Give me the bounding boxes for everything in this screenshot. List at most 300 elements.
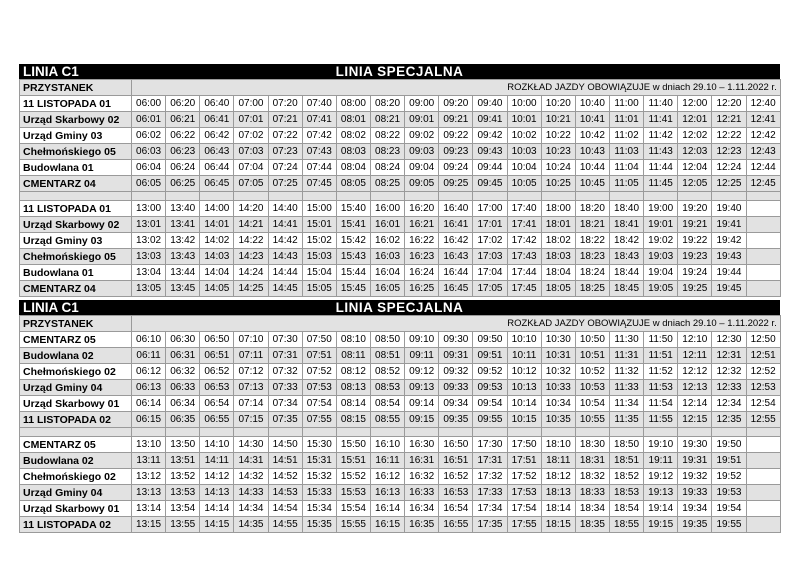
departure-time: 06:05 (132, 176, 166, 192)
stop-name: CMENTARZ 04 (20, 281, 132, 297)
departure-time: 18:20 (575, 201, 609, 217)
departure-time: 13:13 (132, 485, 166, 501)
departure-time: 19:03 (644, 249, 678, 265)
departure-time: 17:03 (473, 249, 507, 265)
departure-time: 09:45 (473, 176, 507, 192)
departure-time: 07:55 (302, 412, 336, 428)
departure-time: 16:02 (370, 233, 404, 249)
departure-time: 15:31 (302, 453, 336, 469)
departure-time: 15:30 (302, 437, 336, 453)
departure-time: 15:55 (336, 517, 370, 533)
departure-time (746, 233, 780, 249)
departure-time: 14:14 (200, 501, 234, 517)
departure-time: 12:02 (678, 128, 712, 144)
table-row (20, 380, 781, 396)
departure-time: 06:00 (132, 96, 166, 112)
departure-time: 18:50 (609, 437, 643, 453)
separator-cell (473, 428, 507, 437)
departure-time: 07:15 (234, 412, 268, 428)
departure-time: 14:15 (200, 517, 234, 533)
departure-time: 18:12 (541, 469, 575, 485)
departure-time: 14:02 (200, 233, 234, 249)
departure-time: 12:51 (746, 348, 780, 364)
departure-time: 14:32 (234, 469, 268, 485)
departure-time: 07:50 (302, 332, 336, 348)
departure-time: 19:45 (712, 281, 746, 297)
departure-time: 18:43 (609, 249, 643, 265)
departure-time: 07:40 (302, 96, 336, 112)
departure-time: 15:00 (302, 201, 336, 217)
line-title: LINIA SPECJALNA (335, 300, 464, 315)
departure-time: 15:51 (336, 453, 370, 469)
departure-time: 06:10 (132, 332, 166, 348)
departure-time: 18:35 (575, 517, 609, 533)
departure-time: 12:25 (712, 176, 746, 192)
departure-time: 07:10 (234, 332, 268, 348)
departure-time: 07:20 (268, 96, 302, 112)
departure-time: 13:11 (132, 453, 166, 469)
departure-time: 17:01 (473, 217, 507, 233)
departure-time: 10:12 (507, 364, 541, 380)
table-row (20, 128, 781, 144)
departure-time: 17:05 (473, 281, 507, 297)
departure-time: 09:54 (473, 396, 507, 412)
departure-time: 16:33 (405, 485, 439, 501)
departure-time: 10:34 (541, 396, 575, 412)
departure-time: 07:43 (302, 144, 336, 160)
departure-time: 14:55 (268, 517, 302, 533)
line-name: LINIA C1 (23, 300, 79, 315)
departure-time: 16:31 (405, 453, 439, 469)
departure-time: 14:21 (234, 217, 268, 233)
departure-time: 16:52 (439, 469, 473, 485)
departure-time: 10:52 (575, 364, 609, 380)
departure-time: 11:41 (644, 112, 678, 128)
departure-time: 10:32 (541, 364, 575, 380)
departure-time: 14:23 (234, 249, 268, 265)
departure-time: 12:53 (746, 380, 780, 396)
departure-time: 12:52 (746, 364, 780, 380)
departure-time: 18:03 (541, 249, 575, 265)
departure-time: 16:10 (370, 437, 404, 453)
departure-time: 15:52 (336, 469, 370, 485)
departure-time: 13:03 (132, 249, 166, 265)
departure-time: 18:04 (541, 265, 575, 281)
departure-time: 10:04 (507, 160, 541, 176)
departure-time: 15:02 (302, 233, 336, 249)
departure-time: 11:01 (609, 112, 643, 128)
departure-time: 11:40 (644, 96, 678, 112)
departure-time: 17:53 (507, 485, 541, 501)
departure-time: 09:31 (439, 348, 473, 364)
departure-time: 12:31 (712, 348, 746, 364)
departure-time: 11:02 (609, 128, 643, 144)
departure-time (746, 265, 780, 281)
stop-name: Urząd Skarbowy 01 (20, 501, 132, 517)
departure-time: 08:54 (370, 396, 404, 412)
departure-time: 16:55 (439, 517, 473, 533)
departure-time: 12:10 (678, 332, 712, 348)
departure-time: 16:03 (370, 249, 404, 265)
departure-time: 06:51 (200, 348, 234, 364)
departure-time: 18:45 (609, 281, 643, 297)
departure-time: 10:21 (541, 112, 575, 128)
departure-time: 06:01 (132, 112, 166, 128)
departure-time: 07:12 (234, 364, 268, 380)
departure-time: 13:52 (166, 469, 200, 485)
departure-time: 16:45 (439, 281, 473, 297)
table-row (20, 265, 781, 281)
departure-time (746, 249, 780, 265)
departure-time: 12:34 (712, 396, 746, 412)
departure-time: 18:32 (575, 469, 609, 485)
departure-time: 11:33 (609, 380, 643, 396)
departure-time: 07:25 (268, 176, 302, 192)
table-row (20, 112, 781, 128)
stop-name: Urząd Gminy 04 (20, 485, 132, 501)
departure-time: 15:04 (302, 265, 336, 281)
departure-time: 16:00 (370, 201, 404, 217)
departure-time: 19:21 (678, 217, 712, 233)
departure-time: 19:20 (678, 201, 712, 217)
departure-time (746, 281, 780, 297)
departure-time: 18:02 (541, 233, 575, 249)
departure-time: 17:40 (507, 201, 541, 217)
departure-time: 11:00 (609, 96, 643, 112)
departure-time: 16:04 (370, 265, 404, 281)
group-separator (20, 192, 781, 201)
departure-time: 07:35 (268, 412, 302, 428)
departure-time: 08:01 (336, 112, 370, 128)
departure-time: 19:34 (678, 501, 712, 517)
departure-time: 16:51 (439, 453, 473, 469)
departure-time: 15:33 (302, 485, 336, 501)
departure-time: 06:52 (200, 364, 234, 380)
departure-time: 19:41 (712, 217, 746, 233)
table-row (20, 364, 781, 380)
departure-time: 07:00 (234, 96, 268, 112)
departure-time: 10:42 (575, 128, 609, 144)
departure-time: 14:11 (200, 453, 234, 469)
departure-time: 14:00 (200, 201, 234, 217)
departure-time: 07:33 (268, 380, 302, 396)
departure-time: 19:13 (644, 485, 678, 501)
separator-cell (132, 428, 166, 437)
departure-time: 07:05 (234, 176, 268, 192)
departure-time: 09:15 (405, 412, 439, 428)
departure-time: 13:05 (132, 281, 166, 297)
departure-time: 13:40 (166, 201, 200, 217)
departure-time: 09:23 (439, 144, 473, 160)
table-row (20, 217, 781, 233)
departure-time: 07:11 (234, 348, 268, 364)
departure-time: 12:42 (746, 128, 780, 144)
departure-time: 15:42 (336, 233, 370, 249)
departure-time: 11:43 (644, 144, 678, 160)
departure-time: 07:52 (302, 364, 336, 380)
departure-time: 18:13 (541, 485, 575, 501)
departure-time: 10:50 (575, 332, 609, 348)
departure-time: 06:31 (166, 348, 200, 364)
departure-time: 12:04 (678, 160, 712, 176)
separator-cell (541, 428, 575, 437)
departure-time: 16:50 (439, 437, 473, 453)
departure-time: 09:52 (473, 364, 507, 380)
departure-time: 09:21 (439, 112, 473, 128)
departure-time: 18:15 (541, 517, 575, 533)
stop-name: Budowlana 01 (20, 160, 132, 176)
departure-time: 12:43 (746, 144, 780, 160)
departure-time: 17:50 (507, 437, 541, 453)
timetable (19, 315, 781, 533)
departure-time: 19:50 (712, 437, 746, 453)
departure-time: 17:43 (507, 249, 541, 265)
departure-time (746, 469, 780, 485)
departure-time: 11:54 (644, 396, 678, 412)
departure-time: 06:54 (200, 396, 234, 412)
departure-time: 13:10 (132, 437, 166, 453)
departure-time: 10:24 (541, 160, 575, 176)
departure-time: 15:53 (336, 485, 370, 501)
departure-time: 19:10 (644, 437, 678, 453)
separator-cell (405, 192, 439, 201)
departure-time: 17:33 (473, 485, 507, 501)
departure-time: 11:35 (609, 412, 643, 428)
departure-time: 08:25 (370, 176, 404, 192)
departure-time: 18:44 (609, 265, 643, 281)
stop-name: Budowlana 01 (20, 265, 132, 281)
departure-time: 13:44 (166, 265, 200, 281)
stop-name: CMENTARZ 05 (20, 332, 132, 348)
departure-time: 12:11 (678, 348, 712, 364)
departure-time: 13:55 (166, 517, 200, 533)
departure-time: 09:10 (405, 332, 439, 348)
departure-time: 10:05 (507, 176, 541, 192)
separator-cell (541, 192, 575, 201)
departure-time: 12:30 (712, 332, 746, 348)
departure-time: 06:45 (200, 176, 234, 192)
stop-name: 11 LISTOPADA 02 (20, 517, 132, 533)
separator-cell (234, 428, 268, 437)
departure-time: 14:01 (200, 217, 234, 233)
group-separator (20, 428, 781, 437)
departure-time: 08:20 (370, 96, 404, 112)
departure-time: 07:51 (302, 348, 336, 364)
departure-time (746, 453, 780, 469)
departure-time: 06:40 (200, 96, 234, 112)
departure-time: 16:11 (370, 453, 404, 469)
table-row (20, 281, 781, 297)
departure-time: 16:34 (405, 501, 439, 517)
departure-time: 07:13 (234, 380, 268, 396)
departure-time: 17:41 (507, 217, 541, 233)
departure-time: 14:05 (200, 281, 234, 297)
departure-time: 13:00 (132, 201, 166, 217)
separator-cell (336, 428, 370, 437)
departure-time: 16:23 (405, 249, 439, 265)
departure-time: 12:50 (746, 332, 780, 348)
departure-time: 14:43 (268, 249, 302, 265)
departure-time: 08:02 (336, 128, 370, 144)
departure-time: 16:40 (439, 201, 473, 217)
separator-cell (507, 192, 541, 201)
departure-time: 18:00 (541, 201, 575, 217)
separator-cell (234, 192, 268, 201)
departure-time: 09:55 (473, 412, 507, 428)
departure-time (746, 437, 780, 453)
departure-time: 08:13 (336, 380, 370, 396)
stop-name: Budowlana 02 (20, 453, 132, 469)
table-row (20, 160, 781, 176)
departure-time: 19:32 (678, 469, 712, 485)
stop-name: Chełmońskiego 02 (20, 469, 132, 485)
departure-time: 08:21 (370, 112, 404, 128)
departure-time: 08:00 (336, 96, 370, 112)
separator-cell (268, 428, 302, 437)
departure-time: 08:24 (370, 160, 404, 176)
departure-time: 19:11 (644, 453, 678, 469)
departure-time: 10:11 (507, 348, 541, 364)
departure-time: 07:22 (268, 128, 302, 144)
timetable-block-2 (19, 300, 780, 533)
departure-time: 06:04 (132, 160, 166, 176)
departure-time (746, 201, 780, 217)
departure-time: 07:44 (302, 160, 336, 176)
departure-time: 07:54 (302, 396, 336, 412)
departure-time: 18:42 (609, 233, 643, 249)
departure-time: 14:54 (268, 501, 302, 517)
departure-time: 15:54 (336, 501, 370, 517)
departure-time: 14:03 (200, 249, 234, 265)
departure-time: 15:01 (302, 217, 336, 233)
separator-cell (439, 428, 473, 437)
table-row (20, 233, 781, 249)
departure-time: 14:35 (234, 517, 268, 533)
departure-time: 07:14 (234, 396, 268, 412)
departure-time: 18:41 (609, 217, 643, 233)
departure-time: 18:53 (609, 485, 643, 501)
departure-time: 16:21 (405, 217, 439, 233)
departure-time: 09:33 (439, 380, 473, 396)
departure-time: 19:02 (644, 233, 678, 249)
departure-time: 16:05 (370, 281, 404, 297)
departure-time: 09:53 (473, 380, 507, 396)
departure-time: 13:04 (132, 265, 166, 281)
departure-time: 19:43 (712, 249, 746, 265)
departure-time: 15:44 (336, 265, 370, 281)
departure-time: 19:04 (644, 265, 678, 281)
departure-time: 16:24 (405, 265, 439, 281)
departure-time: 11:42 (644, 128, 678, 144)
separator-cell (746, 192, 780, 201)
departure-time: 11:55 (644, 412, 678, 428)
departure-time: 17:35 (473, 517, 507, 533)
timetable-header (19, 64, 780, 79)
separator-cell (712, 192, 746, 201)
departure-time: 14:51 (268, 453, 302, 469)
separator-cell (166, 192, 200, 201)
departure-time: 12:32 (712, 364, 746, 380)
departure-time: 17:45 (507, 281, 541, 297)
stop-name: Urząd Skarbowy 02 (20, 217, 132, 233)
departure-time: 10:22 (541, 128, 575, 144)
departure-time: 17:34 (473, 501, 507, 517)
departure-time: 12:12 (678, 364, 712, 380)
separator-cell (405, 428, 439, 437)
departure-time (746, 517, 780, 533)
departure-time: 19:25 (678, 281, 712, 297)
departure-time: 15:40 (336, 201, 370, 217)
separator-cell (746, 428, 780, 437)
departure-time: 11:30 (609, 332, 643, 348)
departure-time: 19:31 (678, 453, 712, 469)
separator-cell (166, 428, 200, 437)
departure-time: 10:03 (507, 144, 541, 160)
separator-cell (439, 192, 473, 201)
departure-time: 06:33 (166, 380, 200, 396)
departure-time: 18:52 (609, 469, 643, 485)
table-row (20, 517, 781, 533)
departure-time: 19:44 (712, 265, 746, 281)
departure-time: 13:41 (166, 217, 200, 233)
stop-name: 11 LISTOPADA 02 (20, 412, 132, 428)
departure-time: 14:52 (268, 469, 302, 485)
departure-time: 18:21 (575, 217, 609, 233)
departure-time: 17:32 (473, 469, 507, 485)
departure-time: 07:30 (268, 332, 302, 348)
departure-time: 06:14 (132, 396, 166, 412)
departure-time: 10:23 (541, 144, 575, 160)
departure-time: 11:53 (644, 380, 678, 396)
stop-column-header: PRZYSTANEK (20, 316, 132, 332)
departure-time: 14:20 (234, 201, 268, 217)
timetable (19, 79, 781, 297)
departure-time: 15:34 (302, 501, 336, 517)
departure-time: 19:42 (712, 233, 746, 249)
departure-time: 06:55 (200, 412, 234, 428)
departure-time: 12:03 (678, 144, 712, 160)
departure-time: 14:34 (234, 501, 268, 517)
departure-time: 12:35 (712, 412, 746, 428)
header-row (20, 316, 781, 332)
departure-time: 11:45 (644, 176, 678, 192)
table-row (20, 485, 781, 501)
departure-time: 09:25 (439, 176, 473, 192)
departure-time: 12:40 (746, 96, 780, 112)
departure-time: 09:13 (405, 380, 439, 396)
departure-time: 13:01 (132, 217, 166, 233)
departure-time: 08:23 (370, 144, 404, 160)
stop-column-header: PRZYSTANEK (20, 80, 132, 96)
table-row (20, 249, 781, 265)
separator-cell (132, 192, 166, 201)
departure-time: 08:50 (370, 332, 404, 348)
departure-time: 09:01 (405, 112, 439, 128)
departure-time: 14:31 (234, 453, 268, 469)
departure-time: 06:11 (132, 348, 166, 364)
departure-time: 19:51 (712, 453, 746, 469)
departure-time: 13:45 (166, 281, 200, 297)
table-row (20, 348, 781, 364)
departure-time: 15:41 (336, 217, 370, 233)
departure-time: 18:51 (609, 453, 643, 469)
separator-cell (678, 428, 712, 437)
departure-time: 18:33 (575, 485, 609, 501)
departure-time: 19:00 (644, 201, 678, 217)
departure-time: 16:32 (405, 469, 439, 485)
departure-time: 15:35 (302, 517, 336, 533)
departure-time: 16:30 (405, 437, 439, 453)
